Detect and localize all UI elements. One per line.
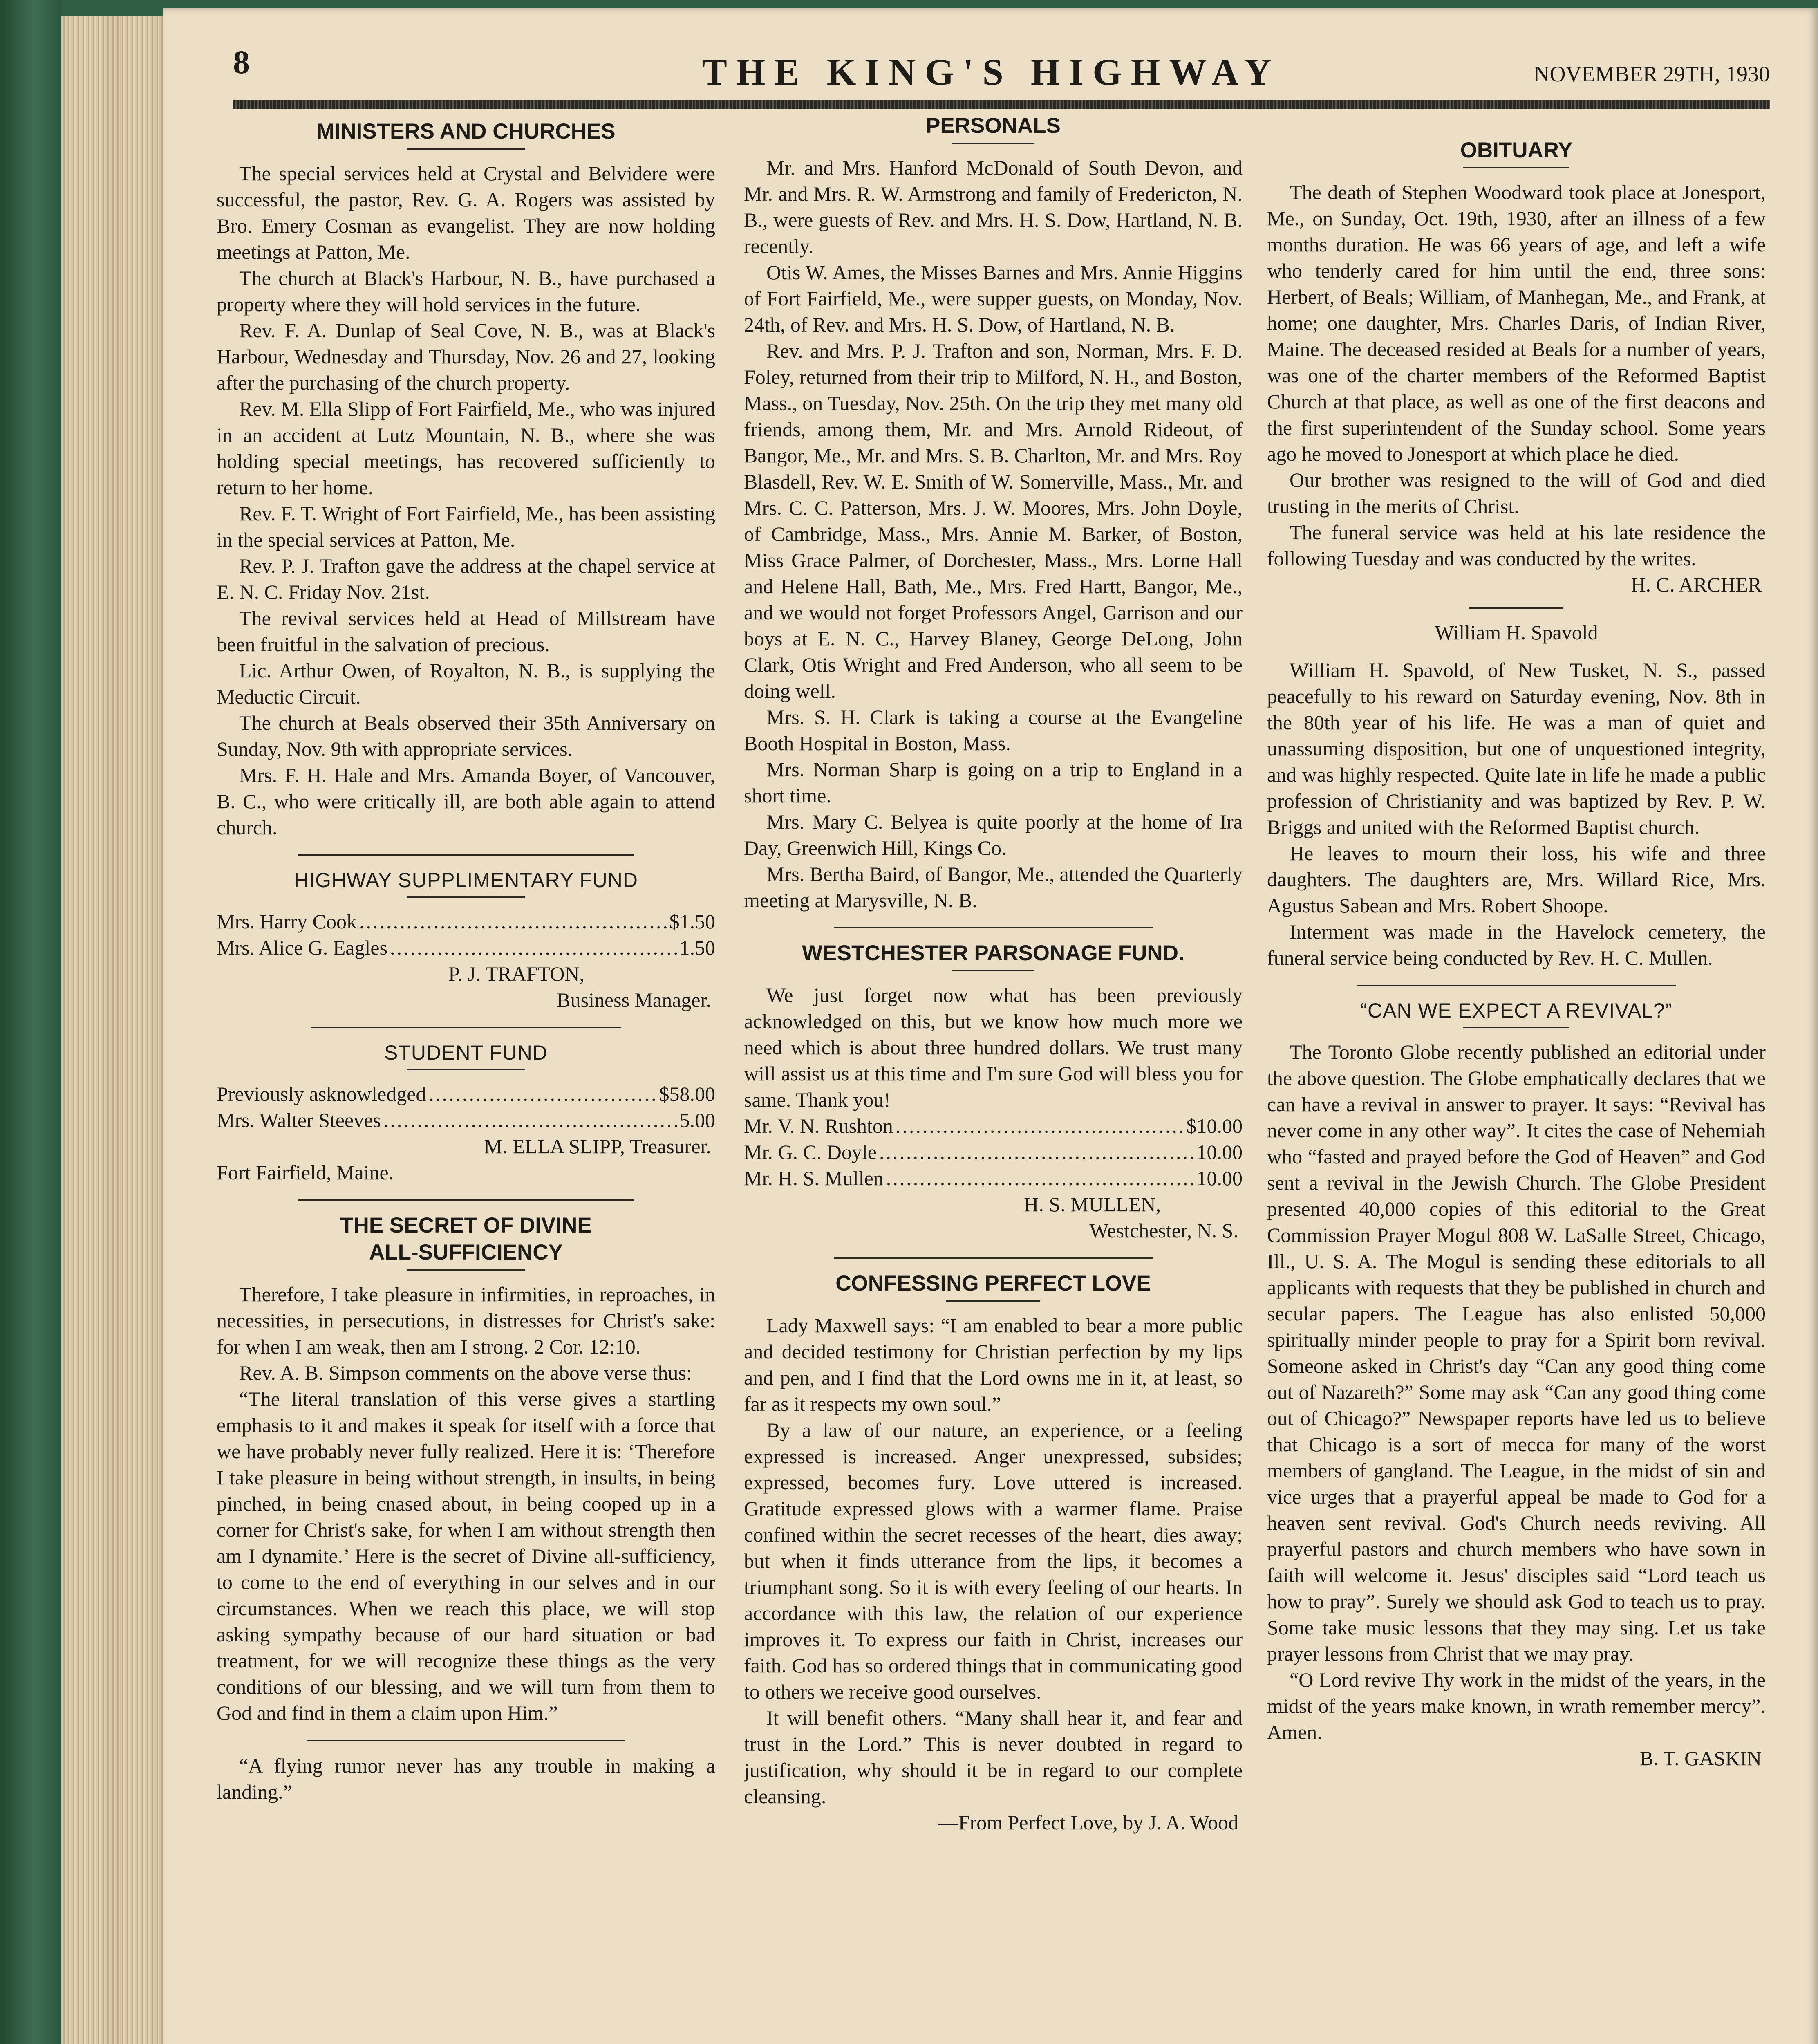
ministers-paragraph: The special services held at Crystal and Belvidere were successful, the pastor, Rev. G. A. Rogers was assisted by Bro. Emery Cosman as evangelist. They are now holding meetings at Patton, Me. <box>217 162 715 263</box>
fund-entry: Mrs. Walter Steeves ..... 5.00 <box>217 1107 715 1133</box>
fund-location: Fort Fairfield, Maine. <box>217 1161 394 1184</box>
divider <box>952 143 1034 144</box>
ministers-title: MINISTERS AND CHURCHES <box>316 119 616 143</box>
ministers-paragraph: The church at Beals observed their 35th Anniversary on Sunday, Nov. 9th with appropriate services. <box>217 711 715 760</box>
divider <box>952 970 1034 971</box>
highway-fund-title: HIGHWAY SUPPLIMENTARY FUND <box>294 869 638 892</box>
column-1 <box>217 112 715 2044</box>
divider <box>407 896 525 898</box>
divider <box>307 1740 625 1741</box>
spavold-paragraph: He leaves to mourn their loss, his wife and three daughters. The daughters are, Mrs. Willard Rice, Mrs. Agustus Sabean and Mrs. Robert Shoope. <box>1267 842 1766 917</box>
divider <box>1469 607 1563 609</box>
secret-title-line1: THE SECRET OF DIVINE <box>340 1213 592 1237</box>
secret-paragraph: Therefore, I take pleasure in infirmities, in reproaches, in necessities, in persecutions, in distresses for Christ's sake: for when I am weak, then am I strong. 2 Cor. 12:10. <box>217 1283 715 1358</box>
personals-paragraph: Otis W. Ames, the Misses Barnes and Mrs. Annie Higgins of Fort Fairfield, Me., were supper guests, on Monday, Nov. 24th, of Rev. and Mrs. H. S. Dow, of Hartland, N. B. <box>744 261 1243 336</box>
fund-entry: Mrs. Harry Cook ..... $1.50 <box>217 908 715 935</box>
westchester-location: Westchester, N. S. <box>1089 1219 1238 1242</box>
secret-title-line2: ALL-SUFFICIENCY <box>369 1240 563 1264</box>
ministers-paragraph: The church at Black's Harbour, N. B., have purchased a property where they will hold services in the future. <box>217 267 715 316</box>
personals-paragraph: Mrs. S. H. Clark is taking a course at the Evangeline Booth Hospital in Boston, Mass. <box>744 706 1243 755</box>
fund-signer: M. ELLA SLIPP, Treasurer. <box>484 1135 711 1158</box>
spavold-title: William H. Spavold <box>1435 621 1598 644</box>
divider <box>946 1300 1040 1302</box>
divider <box>834 927 1153 928</box>
obituary-title: OBITUARY <box>1460 138 1573 162</box>
personals-paragraph: Mr. and Mrs. Hanford McDonald of South Devon, and Mr. and Mrs. R. W. Armstrong and family of Fredericton, N. B., were guests of Rev. and Mrs. H. S. Dow, Hartland, N. B. recently. <box>744 156 1243 258</box>
fund-entry: Mr. H. S. Mullen ..... 10.00 <box>744 1165 1243 1191</box>
obituary-paragraph: The death of Stephen Woodward took place at Jonesport, Me., on Sunday, Oct. 19th, 1930, after an illness of a few months duration. He was 66 years of age, and left a wife who tenderly cared for him until the end, three sons: Herbert, of Beals; William, of Manhegan, Me., and Frank, at home; one daughter, Mrs. Charles Daris, of Indian River, Maine. The deceased resided at Beals for a number of years, was one of the charter members of the Reformed Baptist Church at that place, as well as one of the first deacons and the first superintendent of the Sunday school. Some years ago he moved to Jonesport at which place he died. <box>1267 181 1766 465</box>
fund-signer-title: Business Manager. <box>557 988 711 1011</box>
obituary-paragraph: Our brother was resigned to the will of God and died trusting in the merits of Christ. <box>1267 468 1766 518</box>
issue-date: NOVEMBER 29TH, 1930 <box>1534 62 1770 86</box>
personals-paragraph: Mrs. Mary C. Belyea is quite poorly at the home of Ira Day, Greenwich Hill, Kings Co. <box>744 810 1243 859</box>
divider <box>298 854 634 856</box>
obituary-signer: H. C. ARCHER <box>1631 573 1762 596</box>
secret-paragraph: “The literal translation of this verse gives a startling emphasis to it and makes it speak for itself with a force that we have probably never fully realized. Here it is: ‘Therefore I take pleasure in being without strength, in insults, in being pinched, in being cnased about, in being cooped up in a corner for Christ's sake, for when I am without strength then am I dynamite.’ Here is the secret of Divine all-sufficiency, to come to the end of everything in our selves and in our circumstances. When we reach this place, we will stop asking sympathy because of our hard situation or bad treatment, for we will recognize these things as the very conditions of our blessing, and we will turn from them to God and find in them a claim upon Him.” <box>217 1387 715 1724</box>
ministers-paragraph: The revival services held at Head of Millstream have been fruitful in the salvation of precious. <box>217 607 715 656</box>
confessing-title: CONFESSING PERFECT LOVE <box>835 1271 1151 1295</box>
personals-paragraph: Rev. and Mrs. P. J. Trafton and son, Norman, Mrs. F. D. Foley, returned from their trip to Milford, N. H., and Boston, Mass., on Tuesday, Nov. 25th. On the trip they met many old friends, among them, Mr. and Mrs. Arnold Rideout, of Bangor, Me., Mr. and Mrs. S. B. Charlton, Mr. and Mrs. Roy Blasdell, Rev. W. E. Smith of W. Somerville, Mass., Mr. and Mrs. C. C. Patterson, Mrs. J. W. Moores, Mrs. John Doyle, of Cambridge, Mass., Mrs. Annie M. Barker, of Boston, Miss Grace Palmer, of Dorchester, Mass., Mrs. Lorne Hall and Helene Hall, Bath, Me., Mrs. Fred Hartt, Bangor, Me., and we would not forget Professors Angel, Garrison and our boys at E. N. C., Harvey Blaney, George DeLong, John Clark, Otis Wright and Fred Anderson, who all seem to be doing well. <box>744 339 1243 702</box>
westchester-body: We just forget now what has been previously acknowledged on this, but we know how much more we need which is about three hundred dollars. We trust many will assist us at this time and I'm sure God will bless you for same. Thank you! <box>744 984 1243 1111</box>
personals-paragraph: Mrs. Bertha Baird, of Bangor, Me., attended the Quarterly meeting at Marysville, N. B. <box>744 863 1243 912</box>
book-binding <box>0 0 61 2044</box>
personals-title: PERSONALS <box>926 114 1061 138</box>
ministers-paragraph: Rev. M. Ella Slipp of Fort Fairfield, Me., who was injured in an accident at Lutz Mountain, N. B., where she was holding special meetings, has recovered sufficiently to return to her home. <box>217 397 715 499</box>
personals-paragraph: Mrs. Norman Sharp is going on a trip to England in a short time. <box>744 758 1243 807</box>
divider <box>407 148 525 150</box>
ministers-paragraph: Rev. F. T. Wright of Fort Fairfield, Me., has been assisting in the special services at Patton, Me. <box>217 502 715 551</box>
secret-paragraph: Rev. A. B. Simpson comments on the above verse thus: <box>239 1361 692 1384</box>
ministers-paragraph: Rev. F. A. Dunlap of Seal Cove, N. B., was at Black's Harbour, Wednesday and Thursday, Nov. 26 and 27, looking after the purchasing of the church property. <box>217 319 715 394</box>
fund-entry: Mr. G. C. Doyle ..... 10.00 <box>744 1139 1243 1165</box>
fund-entry: Mr. V. N. Rushton ..... $10.00 <box>744 1113 1243 1139</box>
fund-signer: P. J. TRAFTON, <box>448 962 584 985</box>
westchester-signer: H. S. MULLEN, <box>1024 1193 1161 1216</box>
fund-entry: Previously asknowledged ..... $58.00 <box>217 1081 715 1107</box>
header-rule <box>233 100 1770 109</box>
ministers-paragraph: Mrs. F. H. Hale and Mrs. Amanda Boyer, of Vancouver, B. C., who were critically ill, are both able again to attend church. <box>217 764 715 839</box>
page-number: 8 <box>233 43 250 81</box>
flying-rumor-quote: “A flying rumor never has any trouble in making a landing.” <box>217 1754 715 1803</box>
divider <box>1463 1027 1569 1028</box>
ministers-paragraph: Rev. P. J. Trafton gave the address at the chapel service at E. N. C. Friday Nov. 21st. <box>217 554 715 603</box>
confessing-paragraph: Lady Maxwell says: “I am enabled to bear a more public and decided testimony for Christian perfection by my lips and pen, and I find that the Lord owns me in it, at least, so far as it respects my own soul.” <box>744 1314 1243 1415</box>
fund-entry: Mrs. Alice G. Eagles ..... 1.50 <box>217 935 715 961</box>
student-fund-title: STUDENT FUND <box>384 1041 548 1064</box>
spavold-paragraph: William H. Spavold, of New Tusket, N. S., passed peacefully to his reward on Saturday evening, Nov. 8th in the 80th year of his life. He was a man of quiet and unassuming disposition, but one of unquestioned integrity, and was highly respected. Quite late in life he made a public profession of Christianity and was baptized by Rev. P. W. Briggs and united with the Reformed Baptist church. <box>1267 659 1766 838</box>
confessing-paragraph: It will benefit others. “Many shall hear it, and fear and trust in the Lord.” This is never doubted in regard to justification, why should it be in regard to our complete cleansing. <box>744 1706 1243 1808</box>
divider <box>1357 985 1676 986</box>
spavold-paragraph: Interment was made in the Havelock cemetery, the funeral service being conducted by Rev. H. C. Mullen. <box>1267 920 1766 969</box>
revival-paragraph: “O Lord revive Thy work in the midst of the years, in the midst of the years make known, in wrath remember mercy”. Amen. <box>1267 1668 1766 1744</box>
divider <box>834 1257 1153 1259</box>
westchester-title: WESTCHESTER PARSONAGE FUND. <box>802 941 1184 965</box>
confessing-paragraph: By a law of our nature, an experience, or a feeling expressed is increased. Anger unexpressed, subsides; expressed, becomes fury. Love uttered is increased. Gratitude expressed glows with a warmer flame. Praise confined within the secret recesses of the heart, dies away; but when it finds utterance from the lips, it becomes a triumphant song. So it is with every feeling of our hearts. In accordance with this law, the relation of our experience improves it. To express our faith in Christ, increases our faith. God has so ordered things that in communicating good to others we receive good ourselves. <box>744 1419 1243 1703</box>
obituary-paragraph: The funeral service was held at his late residence the following Tuesday and was conducted by the writes. <box>1267 521 1766 570</box>
masthead: THE KING'S HIGHWAY <box>702 51 1281 93</box>
column-3 <box>1267 112 1766 2044</box>
divider <box>407 1069 525 1070</box>
divider <box>311 1027 621 1028</box>
divider <box>407 1269 525 1271</box>
divider <box>1463 167 1569 168</box>
divider <box>298 1199 634 1201</box>
ministers-paragraph: Lic. Arthur Owen, of Royalton, N. B., is supplying the Meductic Circuit. <box>217 659 715 708</box>
column-2 <box>744 112 1243 2044</box>
revival-paragraph: The Toronto Globe recently published an editorial under the above question. The Globe emphatically declares that we can have a revival in answer to prayer. It says: “Revival has never come in any other way”. It cites the case of Nehemiah who “fasted and prayed before the God of Heaven” and God sent a revival in the Jewish Church. The Globe President presented 40,000 copies of this editorial to the Great Commission Prayer Mogul 808 W. LaSalle Street, Chicago, Ill., U. S. A. The Mogul is sending these editorials to all applicants with requests that they be published in church and secular papers. The League has also enlisted 50,000 spiritually minder people to pray for a Spirit born revival. Someone asked in Christ's day “Can any good thing come out of Nazareth?” Some may ask “Can any good thing come out of Chicago?” Newspaper reports have led us to believe that Chicago is a sort of mecca for many of the worst members of gangland. The League, in the midst of sin and vice urges that a prayerful appeal be made to God for a heaven sent revival. God's Church needs reviving. All prayerful pastors and church members who have sown in faith will welcome it. Jesus' disciples said “Lord teach us how to pray”. Surely we should ask God to teach us to pray. Some take music lessons that they may sing. Let us take prayer lessons from Christ that we may pray. <box>1267 1040 1766 1665</box>
revival-title: “CAN WE EXPECT A REVIVAL?” <box>1360 999 1672 1022</box>
confessing-source: —From Perfect Love, by J. A. Wood <box>938 1811 1238 1834</box>
revival-signer: B. T. GASKIN <box>1639 1747 1762 1770</box>
newspaper-page <box>163 8 1818 2044</box>
